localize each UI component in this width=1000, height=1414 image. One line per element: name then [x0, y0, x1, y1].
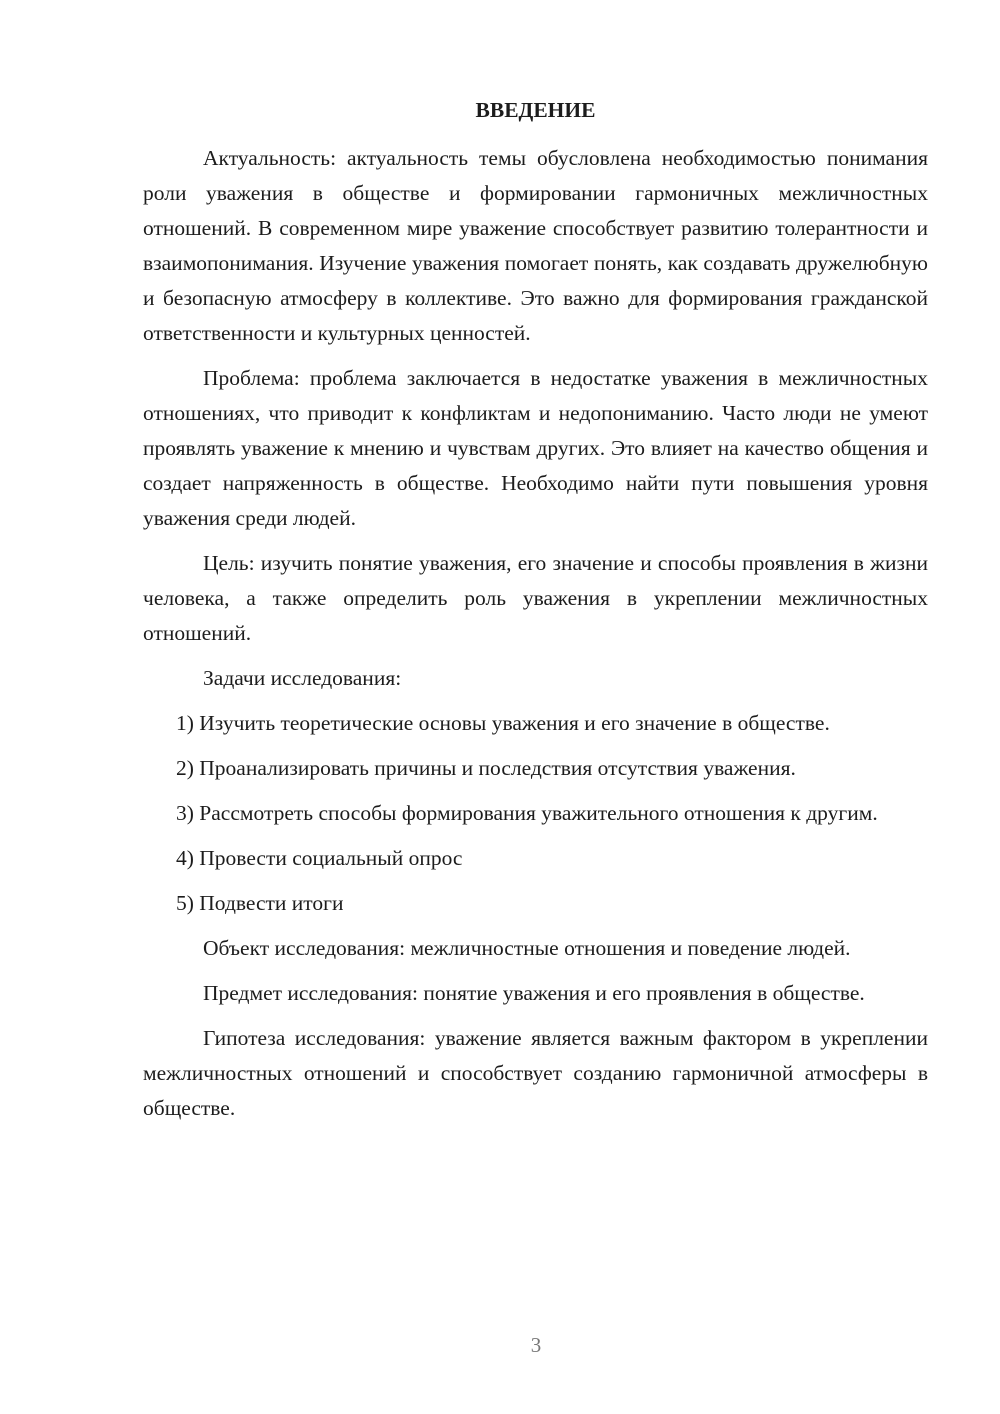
task-item: 1) Изучить теоретические основы уважения и его значение в обществе. [176, 711, 830, 735]
object-paragraph: Объект исследования: межличностные отношения и поведение людей. [203, 936, 851, 960]
hypothesis-paragraph: Гипотеза исследования: уважение является важным фактором в укреплении межличностных отношений и способствует созданию гармоничной атмосферы в обществе. [143, 1026, 928, 1120]
task-item: 4) Провести социальный опрос [176, 846, 463, 870]
goal-paragraph: Цель: изучить понятие уважения, его значение и способы проявления в жизни человека, а также определить роль уважения в укреплении межличностных отношений. [143, 551, 928, 645]
problem-paragraph: Проблема: проблема заключается в недостатке уважения в межличностных отношениях, что приводит к конфликтам и недопониманию. Часто люди не умеют проявлять уважение к мнению и чувствам других. Это влияет на качество общения и создает напряженность в обществе. Необходимо найти пути повышения уровня уважения среди людей. [143, 366, 928, 530]
relevance-paragraph: Актуальность: актуальность темы обусловлена необходимостью понимания роли уважения в обществе и формировании гармоничных межличностных отношений. В современном мире уважение способствует развитию толерантности и взаимопонимания. Изучение уважения помогает понять, как создавать дружелюбную и безопасную атмосферу в коллективе. Это важно для формирования гражданской ответственности и культурных ценностей. [143, 146, 928, 345]
task-item: 2) Проанализировать причины и последствия отсутствия уважения. [176, 756, 796, 780]
page-number: 3 [530, 1333, 542, 1357]
task-item: 5) Подвести итоги [176, 891, 344, 915]
section-title: ВВЕДЕНИЕ [475, 98, 596, 122]
task-item: 3) Рассмотреть способы формирования уважительного отношения к другим. [176, 801, 878, 825]
subject-paragraph: Предмет исследования: понятие уважения и его проявления в обществе. [203, 981, 865, 1005]
tasks-list [143, 706, 928, 921]
tasks-heading: Задачи исследования: [203, 666, 402, 690]
document-page [143, 93, 928, 1136]
